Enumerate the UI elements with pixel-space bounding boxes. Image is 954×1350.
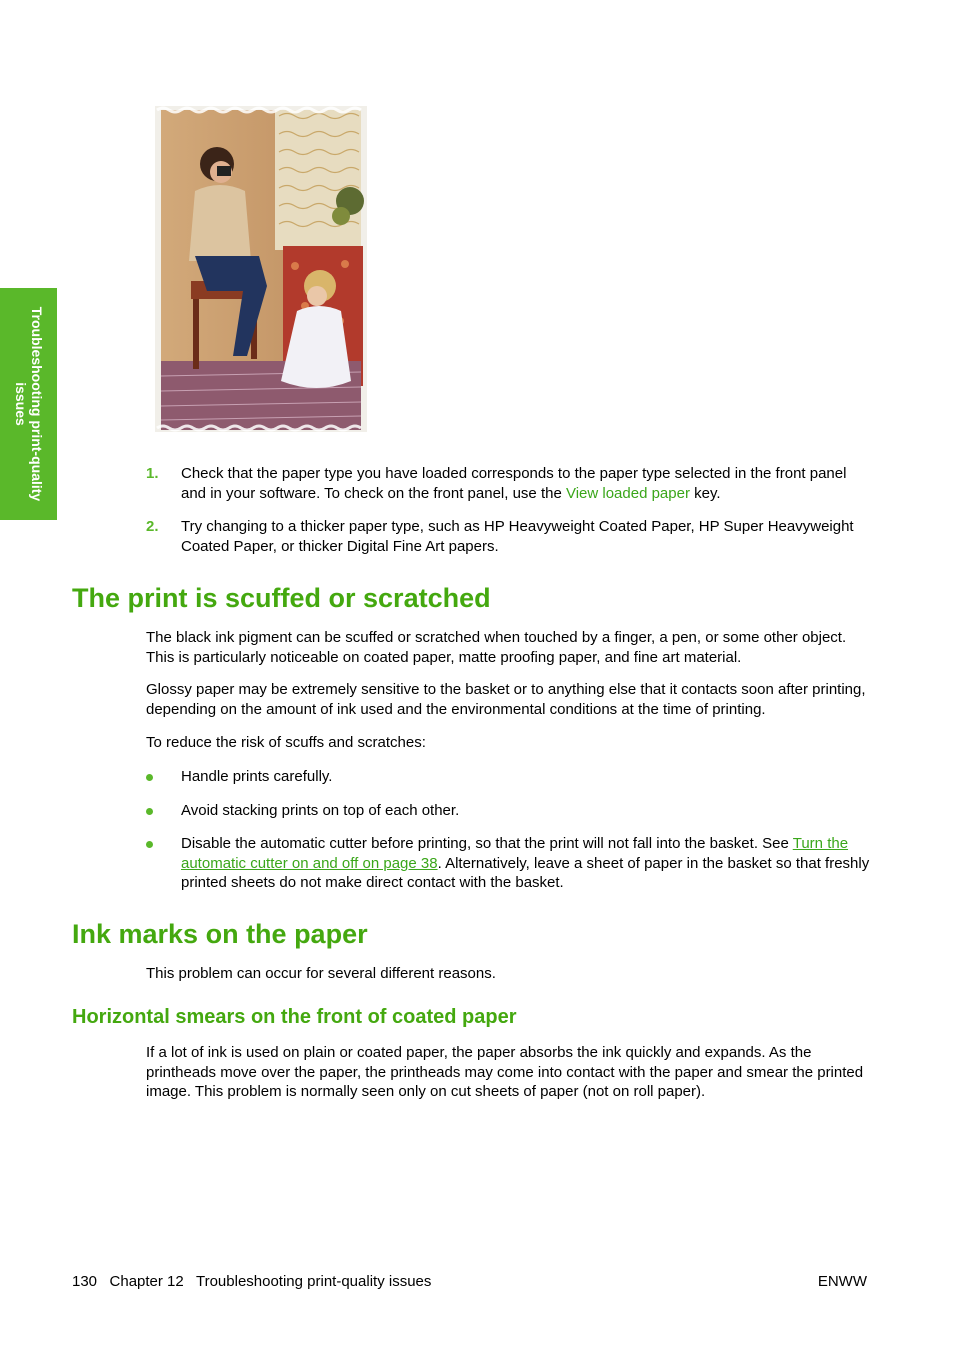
bullet-marker: [146, 774, 153, 781]
bullet-marker: [146, 808, 153, 815]
bullet-item: Handle prints carefully.: [181, 768, 333, 785]
bullet-item-text: Disable the automatic cutter before printing, so that the print will not fall into the basket. See: [181, 835, 793, 852]
paragraph: If a lot of ink is used on plain or coated paper, the paper absorbs the ink quickly and expands. As the printheads move over the paper, the printheads may come into contact with the paper and smear the printed image. This problem is normally seen only on cut sheets of paper (not on roll paper).: [146, 1044, 864, 1100]
list-number-2: 2.: [146, 518, 159, 535]
bullet-item-tail: . Alternatively, leave a sheet of paper in the basket so that freshly printed sheets do not make direct contact with the basket.: [181, 854, 870, 891]
list-item-1-tail: key.: [689, 484, 721, 502]
list-item-1: [181, 464, 871, 503]
paragraph: Glossy paper may be extremely sensitive to the basket or to anything else that it contacts soon after printing, depending on the amount of ink used and the environmental conditions at the time of printing.: [146, 681, 866, 718]
paragraph: To reduce the risk of scuffs and scratches:: [146, 734, 426, 751]
footer-page-info: 130 Chapter 12 Troubleshooting print-quality issues: [72, 1273, 432, 1290]
list-number-1: 1.: [146, 465, 159, 482]
section-heading-scuffed: The print is scuffed or scratched: [72, 583, 491, 613]
view-loaded-paper-key: View loaded paper: [565, 484, 690, 502]
list-item-2: Try changing to a thicker paper type, such as HP Heavyweight Coated Paper, HP Super Heavyweight Coated Paper, or thicker Digital Fine Art papers.: [181, 518, 854, 555]
subsection-heading: Horizontal smears on the front of coated paper: [72, 1006, 517, 1028]
section-heading-ink-marks: Ink marks on the paper: [72, 919, 368, 949]
bullet-item: [181, 834, 871, 893]
paragraph: This problem can occur for several different reasons.: [146, 965, 496, 982]
cockle-example-photo: [155, 106, 367, 432]
footer-enww: ENWW: [817, 1273, 867, 1290]
side-chapter-tab: [0, 288, 57, 520]
paragraph: The black ink pigment can be scuffed or scratched when touched by a finger, a pen, or some other object. This is particularly noticeable on coated paper, matte proofing paper, and fine art material.: [146, 629, 847, 666]
list-item-1-text: Check that the paper type you have loaded corresponds to the paper type selected in the front panel and in your software. To check on the front panel, use the: [181, 465, 847, 502]
side-tab-label: Troubleshooting print-quality issues: [12, 306, 45, 502]
bullet-item: Avoid stacking prints on top of each other.: [181, 802, 460, 819]
turn-cutter-link[interactable]: Turn the automatic cutter on and off on page 38: [181, 835, 849, 872]
bullet-marker: [146, 841, 153, 848]
